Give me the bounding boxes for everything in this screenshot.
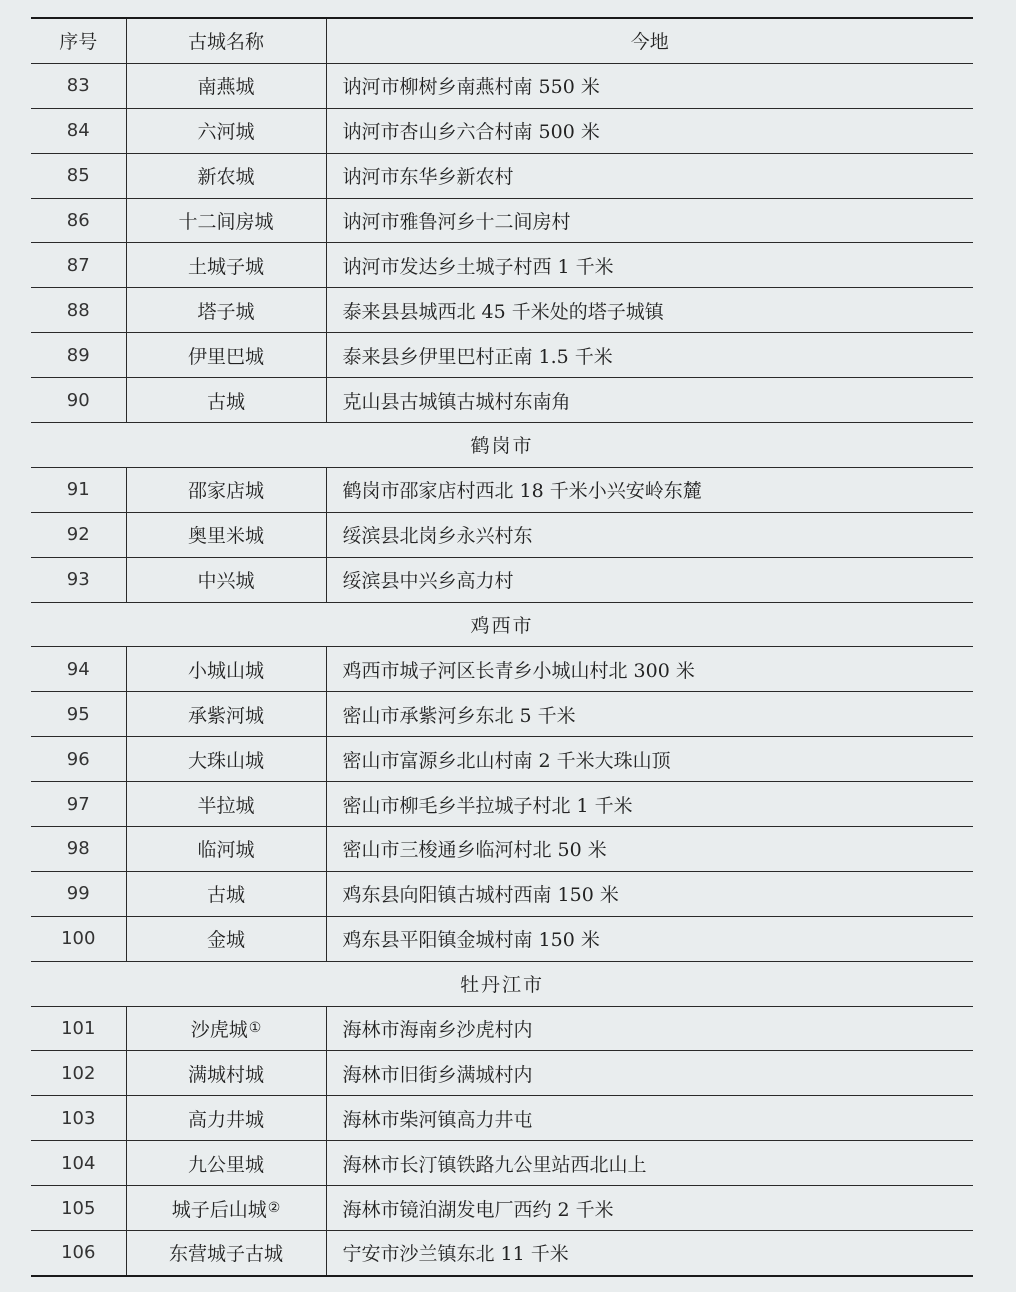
section-row [31,423,973,468]
city-name: 邵家店城 [187,480,264,503]
city-name: 小城山城 [187,659,264,682]
table-row [31,198,973,243]
city-name-cell [126,1231,326,1276]
row-number: 88 [31,288,126,333]
table-row [31,647,973,692]
city-name-cell [126,782,326,827]
table-row [31,378,973,423]
table-row [31,288,973,333]
present-location: 绥滨县北岗乡永兴村东 [326,512,973,557]
city-name: 临河城 [197,839,255,862]
table-row [31,63,973,108]
city-name: 金城 [206,929,245,952]
city-name-cell [126,827,326,872]
table-header [31,18,973,63]
table-row [31,1096,973,1141]
row-number: 99 [31,871,126,916]
city-name: 新农城 [197,166,255,189]
city-name-cell [126,871,326,916]
city-name-cell [126,333,326,378]
row-number: 94 [31,647,126,692]
header-city-name: 古城名称 [126,18,326,63]
row-number: 95 [31,692,126,737]
section-title: 牡丹江市 [31,961,973,1006]
row-number: 91 [31,467,126,512]
footnote-marker: ② [267,1199,281,1216]
present-location: 海林市长汀镇铁路九公里站西北山上 [326,1141,973,1186]
section-title: 鹤岗市 [31,423,973,468]
section-row [31,961,973,1006]
present-location: 讷河市发达乡土城子村西 1 千米 [326,243,973,288]
table-row [31,557,973,602]
city-name: 土城子城 [187,255,264,278]
city-name-cell [126,243,326,288]
city-name: 南燕城 [197,76,255,99]
city-name-cell [126,108,326,153]
table-row [31,333,973,378]
table-row [31,1141,973,1186]
header-present-location: 今地 [326,18,973,63]
city-name: 塔子城 [197,300,255,323]
row-number: 84 [31,108,126,153]
table-row [31,512,973,557]
table-row [31,1186,973,1231]
present-location: 鸡东县向阳镇古城村西南 150 米 [326,871,973,916]
table-row [31,108,973,153]
row-number: 106 [31,1231,126,1276]
present-location: 鸡西市城子河区长青乡小城山村北 300 米 [326,647,973,692]
present-location: 鸡东县平阳镇金城村南 150 米 [326,916,973,961]
row-number: 104 [31,1141,126,1186]
city-name-cell [126,557,326,602]
city-name-cell [126,198,326,243]
city-name-cell [126,1141,326,1186]
header-row [31,18,973,63]
section-title: 鸡西市 [31,602,973,647]
table-row [31,916,973,961]
table-row [31,1231,973,1276]
table-row [31,871,973,916]
present-location: 鹤岗市邵家店村西北 18 千米小兴安岭东麓 [326,467,973,512]
city-name: 沙虎城 [190,1019,248,1042]
table-row [31,737,973,782]
city-name-cell [126,1051,326,1096]
table-row [31,467,973,512]
row-number: 96 [31,737,126,782]
city-name: 六河城 [197,121,255,144]
city-name: 承紫河城 [187,704,264,727]
row-number: 101 [31,1006,126,1051]
city-name-cell [126,467,326,512]
present-location: 海林市镜泊湖发电厂西约 2 千米 [326,1186,973,1231]
city-name-cell [126,737,326,782]
present-location: 海林市旧街乡满城村内 [326,1051,973,1096]
present-location: 海林市柴河镇高力井屯 [326,1096,973,1141]
header-number: 序号 [31,18,126,63]
present-location: 克山县古城镇古城村东南角 [326,378,973,423]
city-name: 半拉城 [197,794,255,817]
city-name-cell [126,378,326,423]
city-name-cell [126,63,326,108]
present-location: 讷河市柳树乡南燕村南 550 米 [326,63,973,108]
city-name: 伊里巴城 [187,345,264,368]
row-number: 87 [31,243,126,288]
row-number: 89 [31,333,126,378]
city-name: 城子后山城 [171,1198,267,1221]
row-number: 103 [31,1096,126,1141]
city-name: 十二间房城 [178,211,274,233]
city-name-cell [126,647,326,692]
city-name: 东营城子古城 [168,1243,283,1266]
present-location: 讷河市雅鲁河乡十二间房村 [326,198,973,243]
present-location: 讷河市东华乡新农村 [326,153,973,198]
city-name: 满城村城 [187,1063,264,1086]
row-number: 92 [31,512,126,557]
table-row [31,1006,973,1051]
city-name: 大珠山城 [187,749,264,772]
city-name-cell [126,512,326,557]
present-location: 泰来县县城西北 45 千米处的塔子城镇 [326,288,973,333]
table-body [31,63,973,1276]
table-row [31,153,973,198]
present-location: 密山市富源乡北山村南 2 千米大珠山顶 [326,737,973,782]
present-location: 讷河市杏山乡六合村南 500 米 [326,108,973,153]
present-location: 宁安市沙兰镇东北 11 千米 [326,1231,973,1276]
city-name: 高力井城 [187,1108,264,1131]
present-location: 泰来县乡伊里巴村正南 1.5 千米 [326,333,973,378]
row-number: 85 [31,153,126,198]
city-name-cell [126,692,326,737]
table-row [31,243,973,288]
city-name: 古城 [206,390,245,413]
city-name: 中兴城 [197,570,255,593]
city-name: 九公里城 [187,1153,264,1176]
table-row [31,692,973,737]
city-name-cell [126,153,326,198]
city-name: 古城 [206,884,245,907]
city-name-cell [126,1186,326,1231]
table-row [31,1051,973,1096]
city-name-cell [126,1096,326,1141]
present-location: 密山市柳毛乡半拉城子村北 1 千米 [326,782,973,827]
row-number: 93 [31,557,126,602]
city-name-cell [126,288,326,333]
table-row [31,827,973,872]
section-row [31,602,973,647]
present-location: 海林市海南乡沙虎村内 [326,1006,973,1051]
row-number: 86 [31,198,126,243]
city-name-cell [126,916,326,961]
table-row [31,782,973,827]
city-name-cell [126,1006,326,1051]
row-number: 90 [31,378,126,423]
city-name: 奥里米城 [187,525,264,548]
present-location: 密山市三梭通乡临河村北 50 米 [326,827,973,872]
row-number: 102 [31,1051,126,1096]
row-number: 100 [31,916,126,961]
footnote-marker: ① [248,1020,262,1037]
ancient-city-table [31,17,973,1277]
row-number: 97 [31,782,126,827]
row-number: 83 [31,63,126,108]
present-location: 密山市承紫河乡东北 5 千米 [326,692,973,737]
row-number: 98 [31,827,126,872]
row-number: 105 [31,1186,126,1231]
present-location: 绥滨县中兴乡高力村 [326,557,973,602]
